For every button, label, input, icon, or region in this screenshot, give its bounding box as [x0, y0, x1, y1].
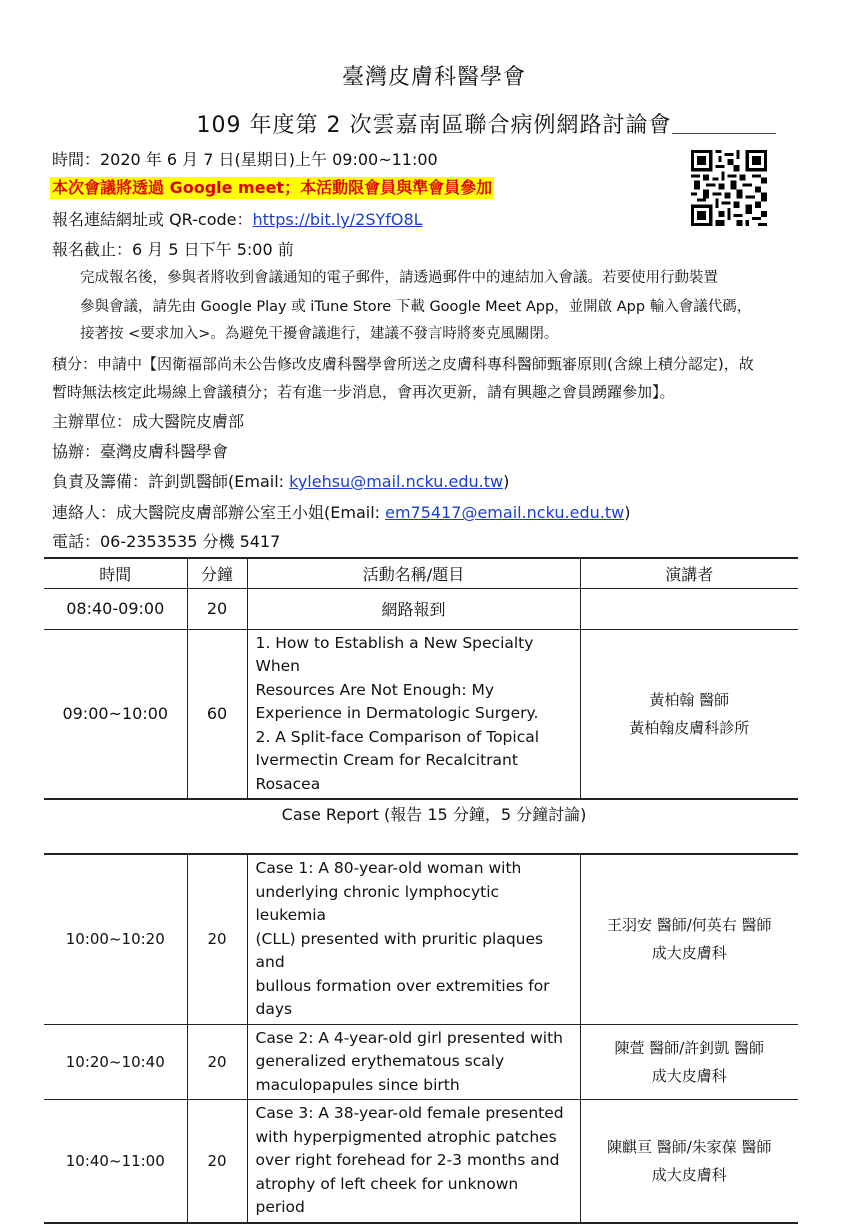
contact-email-link[interactable]: em75417@email.ncku.edu.tw — [385, 503, 625, 522]
case-time: 10:00~10:20 — [44, 854, 187, 1024]
case-time: 10:40~11:00 — [44, 1100, 187, 1223]
case-speaker — [580, 1024, 798, 1100]
register-label: 報名連結網址或 QR-code： — [52, 210, 253, 229]
topic-line: maculopapules since birth — [255, 1075, 460, 1094]
contact-close: ) — [624, 503, 631, 522]
header-topic: 活動名稱/題目 — [247, 558, 580, 588]
credits-line-2: 暫時無法核定此場線上會議積分；若有進一步消息，會再次更新，請有興趣之會員踴躍參加】。 — [52, 383, 675, 401]
case-speaker — [580, 854, 798, 1024]
topic-line: Rosacea — [255, 774, 321, 793]
case-report-heading: Case Report (報告 15 分鐘，5 分鐘討論) — [281, 805, 587, 824]
row-time: 09:00~10:00 — [44, 629, 187, 799]
topic-line: 2. A Split-face Comparison of Topical — [255, 727, 540, 746]
coordinator-email-link[interactable]: kylehsu@mail.ncku.edu.tw — [289, 472, 504, 491]
contact-line — [52, 503, 630, 523]
topic-line: 1. How to Establish a New Specialty When — [255, 633, 534, 675]
speaker-affiliation: 成大皮膚科 — [651, 1165, 727, 1184]
topic-line: atrophy of left cheek for unknown period — [255, 1174, 519, 1216]
contact-label: 連絡人：成大醫院皮膚部辦公室王小姐(Email: — [52, 503, 386, 522]
topic-line: Ivermectin Cream for Recalcitrant — [255, 751, 518, 769]
credits-line-1: 積分：申請中【因衛福部尚未公告修改皮膚科醫學會所送之皮膚科專科醫師甄審原則(含線上積分認定)，故 — [52, 355, 754, 373]
event-time: 時間：2020 年 6 月 7 日(星期日)上午 09:00~11:00 — [52, 150, 438, 169]
case-topic — [247, 854, 580, 1024]
topic-line: Experience in Dermatologic Surgery. — [255, 704, 539, 722]
topic-line: Case 3: A 38-year-old female presented — [255, 1104, 564, 1122]
header-time: 時間 — [44, 558, 187, 588]
table-row — [44, 1024, 798, 1100]
organizer: 主辦單位：成大醫院皮膚部 — [52, 412, 245, 431]
notice-line — [50, 178, 494, 198]
row-speaker — [580, 629, 798, 799]
speaker-affiliation: 成大皮膚科 — [651, 1066, 727, 1085]
topic-line: Case 2: A 4-year-old girl presented with — [255, 1028, 563, 1047]
topic-line: generalized erythematous scaly — [255, 1052, 505, 1070]
speaker-name: 黃柏翰 醫師 — [649, 690, 730, 709]
register-line — [52, 210, 423, 230]
coordinator-label: 負責及籌備：許釗凱醫師(Email: — [52, 472, 290, 491]
topic-line: Resources Are Not Enough: My — [255, 680, 495, 699]
event-title: 109 年度第 2 次雲嘉南區聯合病例網路討論會 — [196, 113, 672, 138]
row-speaker — [580, 588, 798, 629]
table-row — [44, 588, 798, 629]
speaker-name: 陳萱 醫師/許釗凱 醫師 — [614, 1038, 765, 1057]
coordinator-close: ) — [503, 472, 510, 491]
table-row — [44, 854, 798, 1024]
header-minutes: 分鐘 — [187, 558, 247, 588]
row-topic: 網路報到 — [247, 588, 580, 629]
register-link[interactable]: https://bit.ly/2SYfO8L — [252, 210, 423, 229]
schedule-table — [44, 557, 798, 800]
case-minutes: 20 — [187, 1024, 247, 1100]
speaker-name: 王羽安 醫師/何英右 醫師 — [606, 916, 772, 935]
schedule-header-row — [44, 558, 798, 588]
speaker-affiliation: 成大皮膚科 — [651, 944, 727, 963]
case-table — [44, 853, 798, 1224]
case-topic — [247, 1024, 580, 1100]
row-minutes: 20 — [187, 588, 247, 629]
topic-line: days — [255, 1000, 293, 1018]
qr-code[interactable] — [690, 150, 768, 226]
row-time: 08:40-09:00 — [44, 588, 187, 629]
speaker-affiliation: 黃柏翰皮膚科診所 — [629, 718, 750, 737]
topic-line: (CLL) presented with pruritic plaques and — [255, 929, 544, 971]
notice-highlight: 本次會議將透過 Google meet；本活動限會員與準會員參加 — [52, 178, 493, 197]
instructions-line-3: 接著按 <要求加入>。為避免干擾會議進行，建議不發言時將麥克風關閉。 — [80, 326, 559, 342]
header-speaker: 演講者 — [580, 558, 798, 588]
coordinator-line — [52, 472, 509, 492]
case-topic — [247, 1100, 580, 1223]
society-title: 臺灣皮膚科醫學會 — [341, 65, 526, 90]
case-minutes: 20 — [187, 854, 247, 1024]
topic-line: bullous formation over extremities for — [255, 976, 550, 995]
case-speaker — [580, 1100, 798, 1223]
instructions-line-1: 完成報名後，參與者將收到會議通知的電子郵件，請透過郵件中的連結加入會議。若要使用行動裝置 — [80, 270, 718, 286]
speaker-name: 陳麒亘 醫師/朱家葆 醫師 — [606, 1137, 772, 1156]
co-organizer: 協辦：臺灣皮膚科醫學會 — [52, 442, 229, 461]
topic-line: underlying chronic lymphocytic leukemia — [255, 882, 500, 924]
instructions-line-2: 參與會議，請先由 Google Play 或 iTune Store 下載 Google Meet App，並開啟 App 輸入會議代碼， — [80, 299, 752, 315]
deadline: 報名截止：6 月 5 日下午 5:00 前 — [52, 240, 294, 259]
row-topic — [247, 629, 580, 799]
row-minutes: 60 — [187, 629, 247, 799]
table-row — [44, 1100, 798, 1223]
title-underline — [672, 133, 776, 134]
case-minutes: 20 — [187, 1100, 247, 1223]
table-row — [44, 629, 798, 799]
topic-line: over right forehead for 2-3 months and — [255, 1151, 560, 1169]
case-time: 10:20~10:40 — [44, 1024, 187, 1100]
topic-line: Case 1: A 80-year-old woman with — [255, 859, 522, 877]
phone: 電話：06-2353535 分機 5417 — [52, 532, 281, 551]
topic-line: with hyperpigmented atrophic patches — [255, 1127, 557, 1146]
